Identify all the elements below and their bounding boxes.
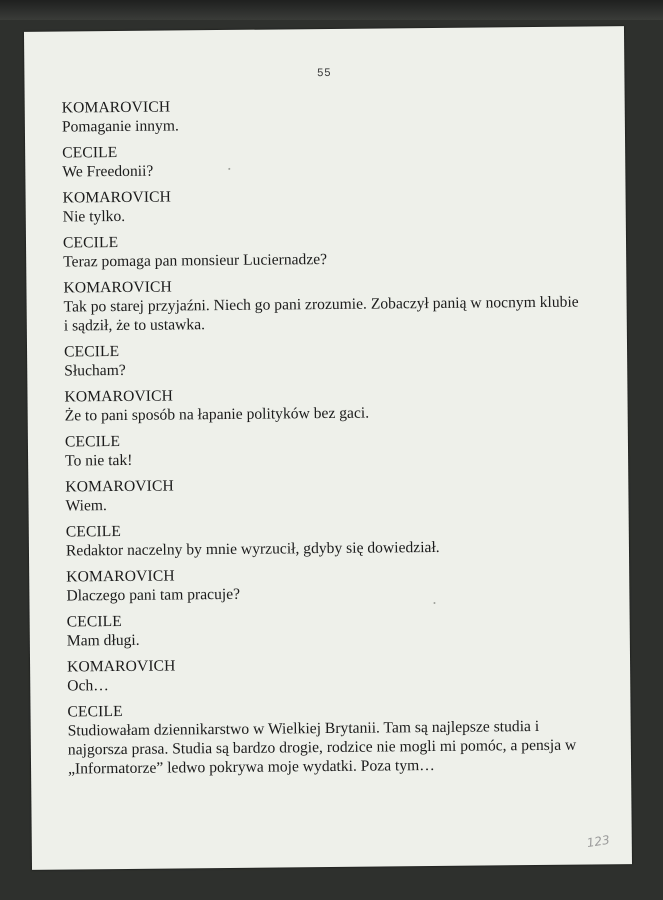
dialogue-line: To nie tak! — [65, 451, 133, 470]
dialogue-line: We Freedonii? — [62, 162, 154, 181]
dialogue-line: Pomaganie innym. — [61, 117, 179, 136]
dialogue-entry — [67, 653, 587, 696]
speaker-name: CECILE — [62, 234, 119, 252]
document-page — [24, 26, 632, 870]
dialogue-entry — [65, 428, 585, 471]
speaker-name: CECILE — [64, 432, 121, 451]
scanner-background — [0, 0, 663, 20]
dialogue-entry — [66, 563, 586, 606]
dialogue-entry — [64, 383, 584, 426]
dialogue-line: Studiowałam dziennikarstwo w Wielkiej Brytanii. Tam są najlepsze studia i najgorsza prasa. Studia są bardzo drogie, rodzice nie mogli mi pomóc, a pensja w „Informatorze” ledwo pokrywa moje wydatki. Poza tym… — [67, 717, 577, 778]
speaker-name: CECILE — [65, 522, 122, 541]
dialogue-entry — [67, 608, 587, 651]
dialogue-entry — [62, 139, 582, 182]
dialogue-entry — [62, 184, 582, 227]
speaker-name: KOMAROVICH — [63, 278, 172, 297]
speaker-name: KOMAROVICH — [62, 188, 172, 207]
dialogue-line: Nie tylko. — [62, 207, 126, 226]
dialogue-line: Redaktor naczelny by mnie wyrzucił, gdyby się dowiedział. — [65, 538, 440, 560]
speaker-name: CECILE — [67, 702, 123, 721]
dialogue-entry — [67, 698, 588, 779]
paper-speck — [228, 168, 230, 170]
dialogue-entry — [66, 518, 586, 561]
dialogue-body — [62, 94, 589, 786]
speaker-name: KOMAROVICH — [65, 477, 174, 496]
dialogue-line: Tak po starej przyjaźni. Niech go pani zrozumie. Zobaczył panią w nocnym klubie i sądził, że to ustawka. — [63, 293, 579, 335]
paper-speck — [433, 602, 435, 604]
speaker-name: KOMAROVICH — [61, 98, 171, 117]
dialogue-line: Och… — [67, 677, 109, 695]
dialogue-line: Wiem. — [65, 497, 107, 515]
dialogue-line: Mam długi. — [66, 631, 140, 650]
dialogue-entry — [65, 473, 585, 516]
dialogue-entry — [64, 338, 584, 381]
speaker-name: KOMAROVICH — [66, 657, 176, 676]
dialogue-line: Dlaczego pani tam pracuje? — [66, 585, 241, 605]
speaker-name: CECILE — [66, 612, 122, 631]
speaker-name: KOMAROVICH — [66, 567, 175, 586]
speaker-name: CECILE — [63, 342, 120, 361]
dialogue-line: Teraz pomaga pan monsieur Luciernadze? — [63, 251, 328, 271]
dialogue-entry — [62, 94, 582, 137]
dialogue-entry — [63, 274, 584, 336]
handwritten-page-note: 123 — [585, 832, 611, 851]
dialogue-line: Że to pani sposób na łapanie polityków bez gaci. — [64, 404, 370, 425]
speaker-name: KOMAROVICH — [64, 387, 174, 406]
page-number: 55 — [317, 66, 332, 80]
dialogue-line: Słucham? — [64, 361, 126, 380]
dialogue-entry — [63, 229, 583, 272]
speaker-name: CECILE — [62, 144, 118, 162]
